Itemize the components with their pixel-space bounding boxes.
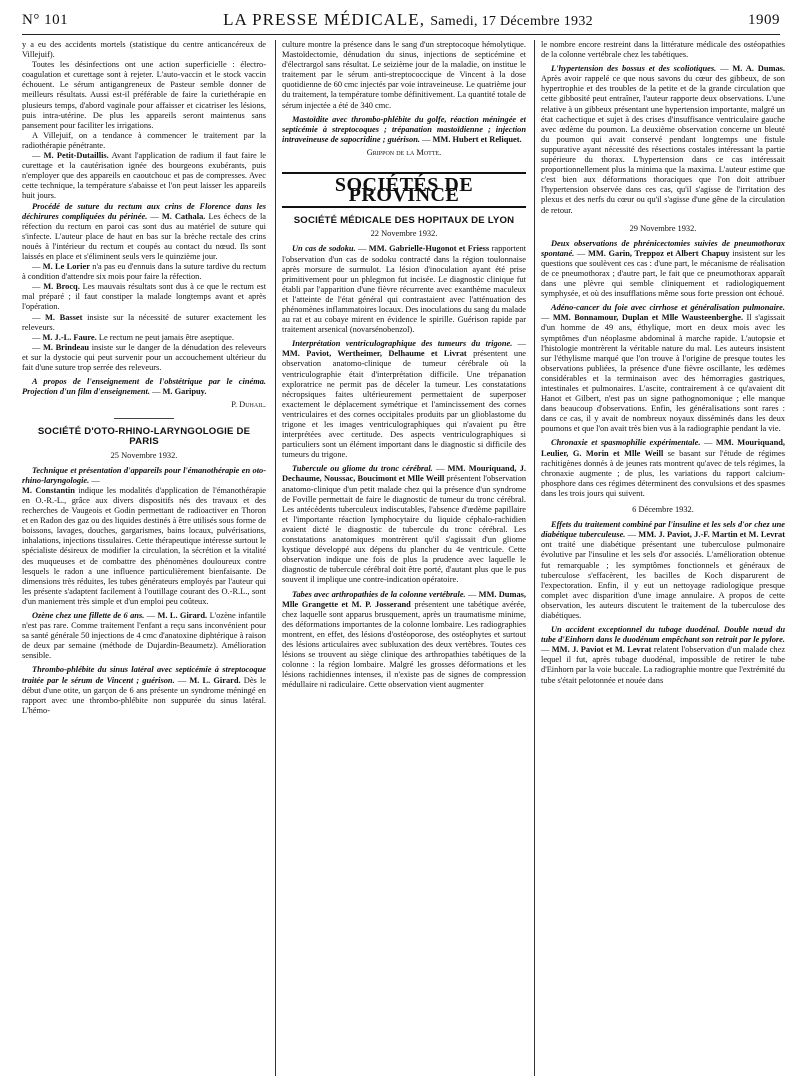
article-entry: Adéno-cancer du foie avec cirrhose et généralisation pulmonaire. — MM. Bonnamour, Duplan et Mlle Wausteenberghe. Il s'agissait d'un homme de 49 ans, éthylique, mort en deux mois avec les symptômes d'un néoplasme abdominal à marche rapide. L'autopsie et l'histologie montrèrent la véritable nature du mal. Les auteurs insistent sur l'éthylisme marqué que l'on trouve à l'origine de presque toutes les observations publiées, la présence d'une fièvre oscillante, les œdèmes considérables et la terminaison avec des hémorragies gastriques, intestinales et pulmonaires. L'ascite, contrairement à ce qu'avaient dit Hanot et Gilbert, n'est pas un signe pathognomonique ; elle manque dans beaucoup d'observations. Enfin, les généralisations sont rares : dans ce cas, il y avait de nombreux noyaux disséminés dans les deux poumons et que l'on avait très bien vus à la radiographie pendant la vie. [541,303,785,434]
article-entry: Interprétation ventriculographique des tumeurs du trigone. — MM. Paviot, Wertheimer, Delhaume et Livrat présentent une observation anatomo-clinique de tumeur cérébrale où la ventriculographie était d'interprétation difficile. Une trépanation exploratrice ne permit pas de déceler la tumeur. Les constatations nécropsiques faites ultérieurement permettaient de superposer exactement le déplacement symétrique et l'amincissement des cornes ventriculaires et des cornes occipitales produits par un glioblastome du trigone et les images ventriculographiques qui n'avaient pu être interprétées avec certitude. Des aspects ventriculographiques si particuliers sont un élément important dans le diagnostic si difficile des tumeurs du trigone. [282,339,526,460]
paragraph-text: rapportent l'observation d'un cas de sodoku contracté dans la région toulonnaise après morsure de surmulot. La lésion d'inoculation ayant été prise primitivement pour un phlegmon fut incisée. Le diagnostic clinique fut établi par l'apparition d'une fièvre récurrente avec exanthème maculeux et l'atteinte de l'état général qui contrastaient avec l'atténuation des phénomènes inflammatoires locaux. Des inoculations du sang du malade au rat et au cobaye mirent en évidence le spirille. Guérison rapide par traitement arsenical (novarsénobenzol). [282,244,526,335]
article-title: Mastoïdite avec thrombo-phlébite du golfe, réaction méningée et septicémie à streptocoques ; trépanation mastoïdienne ; injection intraveineuse de sapocridine ; guérison. [282,114,526,144]
paragraph-text: Après avoir rappelé ce que nous savons du cœur des gibbeux, de son hypertrophie et des troubles de la petite et de la grande circulation que cette gibbosité peut entraîner, l'auteur rapporte deux observations. L'une relative à un gibbeux présentant une hypertension importante, malgré un état cachectique et sujet à des crises d'insuffisance ventriculaire gauche avec œdème du poumon. La deuxième observation concerne un bleuté du poumon qui avait conservé pendant longtemps une fistule suppurative ayant nécessité des résections costales intéressant la partie supérieure du thorax. L'hypertension dans ce cas intéressait proportionnellement plus la minima que la maxima. L'auteur estime que c'est bien aux déformations thoraciques que l'on doit attribuer l'hypertension observée dans ces cas, qu'il s'agisse de l'irritation des plexus et des nerfs du cœur ou qu'il s'agisse d'une gêne de la circulation de retour. [541,74,785,215]
paragraph: culture montre la présence dans le sang d'un streptocoque hémolytique. Mastoïdectomie, dénudation du sinus, injections de septicémine et d'électrargol sans résultat. Le seizième jour de la maladie, on institue le traitement par le sérum anti-streptococcique de Vincent à la dose quotidienne de 60 cmc injectés par voie intraveineuse. Le quatrième jour du traitement, la température tombe définitivement. La quantité totale de sérum injectée a été de 340 cmc. [282,40,526,110]
journal-name: LA PRESSE MÉDICALE, [223,10,425,29]
paragraph-text: insistent sur les questions que soulèvent ces cas : d'une part, le mécanisme de réalisation de ce pneumothorax ; d'autre part, le fait que ce pneumothorax apparaît dans une plèvre qui semble cliniquement et radiologiquement symphysée, et où des insufflations même sous forte pression ont échoué. [541,248,785,299]
paragraph-text: Le rectum ne peut jamais être aseptique. [98,332,234,342]
paragraph-text: insiste sur la nécessité de suturer exactement les releveurs. [22,312,266,332]
discussion-item: — M. J.-L. Faure. Le rectum ne peut jamais être aseptique. [32,332,234,342]
discussion-item: — M. Brocq. Les mauvais résultats sont dus à ce que le rectum est mal préparé ; il faut constiper la malade longtemps avant et après l'opération. [22,282,266,312]
article-entry: Un accident exceptionnel du tubage duodénal. Double nœud du tube d'Einhorn dans le duodénum empêchant son retrait par le pylore. — MM. J. Paviot et M. Levrat relatent l'observation d'un malade chez lequel il fut, après tubage duodénal, impossible de retirer le tube d'Einhorn par la voie buccale. La radiographie montre que l'extrémité du tube s'était pelotonnée et nouée dans [541,625,785,685]
article-title: Tabes avec arthropathies de la colonne vertébrale. [292,589,466,599]
author-name: M. Constantin [22,485,75,495]
author-name: M. Petit-Dutaillis. [43,151,109,161]
article-title: Un cas de sodoku. [292,244,356,254]
article-entry: Un cas de sodoku. — MM. Gabrielle-Hugonot et Friess rapportent l'observation d'un cas de sodoku contracté dans la région toulonnaise après morsure de surmulot. La lésion d'inoculation ayant été prise primitivement pour un phlegmon fut incisée. Le diagnostic clinique fut établi par l'apparition d'une fièvre récurrente avec exanthème maculeux et l'atteinte de l'état général qui contrastaient avec l'atténuation des phénomènes inflammatoires locaux. Des inoculations du sang du malade au rat et au cobaye mirent en évidence le spirille. Guérison rapide par traitement arsenical (novarsénobenzol). [282,244,526,335]
page-number: 1909 [748,11,780,28]
paragraph-text: Il s'agissait d'un homme de 49 ans, éthylique, mort en deux mois avec les symptômes d'un néoplasme abdominal à marche rapide. L'autopsie et l'histologie montrèrent la véritable nature du mal. Les auteurs insistent sur l'éthylisme marqué que l'on trouve à l'origine de presque toutes les observations publiées, la présence d'une fièvre oscillante, les œdèmes considérables et la terminaison avec des hémorragies gastriques, intestinales et pulmonaires. L'ascite, contrairement à ce qu'avaient dit Hanot et Gilbert, n'est pas un signe pathognomonique ; elle manque dans beaucoup d'observations. Enfin, les généralisations sont rares : dans ce cas, il y avait de nombreux noyaux disséminés dans les deux poumons et que l'on avait très bien vus à la radiographie pendant la vie. [541,313,785,434]
author-name: MM. Dumas, Mlle Grangette et M. P. Josserand [282,589,526,609]
paragraph-text: relatent l'observation d'un malade chez lequel il fut, après tubage duodénal, impossible de retirer le tube d'Einhorn par la voie buccale. La radiographie montre que l'extrémité du tube s'était pelotonnée et nouée dans [541,645,785,685]
article-entry: L'hypertension des bossus et des scoliotiques. — M. A. Dumas. Après avoir rappelé ce que nous savons du cœur des gibbeux, de son hypertrophie et des troubles de la petite et de la grande circulation que cette gibbosité peut entraîner, l'auteur rapporte deux observations. L'une relative à un gibbeux présentant une hypertension importante, malgré un état cachectique et sujet à des crises d'insuffisance ventriculaire gauche avec œdème du poumon. La deuxième observation concerne un bleuté du poumon qui avait conservé pendant longtemps une fistule suppurative ayant nécessité des résections costales intéressant la partie supérieure du thorax. L'hypertension dans ce cas intéressait proportionnellement plus la minima que la maxima. L'auteur estime que c'est bien aux déformations thoraciques que l'on doit attribuer l'hypertension observée dans ces cas, qu'il s'agisse de l'irritation des plexus et des nerfs du cœur ou qu'il s'agisse d'une gêne de la circulation de retour. [541,64,785,215]
article-title: Procédé de suture du rectum aux crins de Florence dans les déchirures compliquées du périnée. [22,201,266,221]
article-entry: Tabes avec arthropathies de la colonne vertébrale. — MM. Dumas, Mlle Grangette et M. P. Josserand présentent une tabétique avérée, chez laquelle sont apparus brusquement, après un traumatisme minime, des déformations importantes de la colonne lombaire. Les radiographies montrent, en effet, des lésions d'ostéoporose, des ostéophytes et surtout des lésions articulaires avec subluxation des deux vertèbres. Toutes ces lésions se trouvent au siège clinique des arthropathies tabétiques de la colonne : la région lombaire. Malgré les grosses déformations et les lésions rachidiennes intenses, il n'existe pas de signes de compression médullaire ni radiculaire. Cette observation vient augmenter [282,589,526,690]
article-entry: Chronaxie et spasmophilie expérimentale. — MM. Mouriquand, Leulier, G. Morin et Mlle Weill se basant sur l'étude de régimes rachitigènes donnés à de jeunes rats montrent qu'avec de tels régimes, la chronaxie augmente ; de plus, les variations du rapport calcium-phosphore dans ces régimes déterminent des convulsions et des spasmes dans les trois jours qui suivent. [541,438,785,498]
column-divider [275,40,276,1076]
session-date: 6 Décembre 1932. [632,505,694,515]
author-name: MM. J. Paviot, J.-F. Martin et M. Levrat [638,530,785,540]
discussion-item: — M. Brindeau insiste sur le danger de la dénudation des releveurs et sur la dystocie qui peut survenir pour un accouchement ultérieur du fait d'une suture trop serrée des releveurs. [22,342,266,372]
author-name: MM. Mouriquand, Leulier, G. Morin et Mlle Weill [541,438,785,458]
article-title: Un accident exceptionnel du tubage duodénal. Double nœud du tube d'Einhorn dans le duodénum empêchant son retrait par le pylore. [541,625,785,645]
discussion-item: — M. Le Lorier n'a pas eu d'ennuis dans la suture tardive du rectum à condition d'attendre six mois pour faire la réfection. [22,262,266,282]
author-name: M. Brocq. [43,282,80,292]
paragraph-text: présentent une tabétique avérée, chez laquelle sont apparus brusquement, après un traumatisme minime, des déformations importantes de la colonne lombaire. Les radiographies montrent, en effet, des lésions d'ostéoporose, des ostéophytes et surtout des lésions articulaires avec subluxation des deux vertèbres. Toutes ces lésions se trouvent au siège clinique des arthropathies tabétiques de la colonne : la région lombaire. Malgré les grosses déformations et les lésions rachidiennes intenses, il n'existe pas de signes de compression médullaire ni radiculaire. Cette observation vient augmenter [282,599,526,690]
author-name: MM. Mouriquand, J. Dechaume, Noussac, Boucimont et Mlle Weill [282,464,526,484]
author-name: M. L. Girard. [157,610,208,620]
paragraph: le nombre encore restreint dans la littérature médicale des ostéopathies de la colonne vertébrale chez les tabétiques. [541,40,785,60]
author-name: M. J.-L. Faure. [42,332,97,342]
paragraph-text: présentent l'observation anatomo-clinique d'un petit malade chez qui la présence d'un syndrome de Foville permettait de faire le diagnostic de tumeur du tronc cérébral. Les antécédents tuberculeux indiscutables, l'absence d'œdème papillaire et l'importante réaction lymphocytaire du liquide céphalo-rachidien avaient dicté le diagnostic de tubercule du tronc cérébral. Les constatations anatomiques montrèrent qu'il s'agissait d'un gliome kystique développé aux dépens du plancher du 4e ventricule. Cette observation indique une fois de plus la prudence avec laquelle le diagnostic de tubercule cérébral doit être porté, d'autant plus que le pus souvent il implique une contre-indication opératoire. [282,474,526,585]
author-name: M. Brindeau [42,342,90,352]
paragraph-text: ont traité une diabétique présentant une tuberculose pulmonaire évolutive par l'insuline et les sels d'or associés. L'amélioration obtenue fut remarquable ; les symptômes fonctionnels et généraux de tuberculose s'effacèrent, les bacilles de Koch disparurent de l'expectoration. Enfin, il y eut un nettoyage radiologique presque complet avec disparition d'une image annulaire. A propos de cette observation, les auteurs discutent le traitement de la tuberculose des diabétiques. [541,540,785,620]
paragraph-text: Les mauvais résultats sont dus à ce que le rectum est mal préparé ; il faut constiper la malade longtemps avant et après l'opération. [22,282,266,312]
column-3 [541,40,785,1078]
article-title: Technique et présentation d'appareils pour l'émanothérapie en oto-rhino-laryngologie. [22,465,266,485]
paragraph: y a eu des accidents mortels (statistique du centre anticancéreux de Villejuif). [22,40,266,60]
article-title: Chronaxie et spasmophilie expérimentale. [551,438,701,448]
paragraph: A Villejuif, on a tendance à commencer le traitement par la radiothérapie pénétrante. [22,130,266,150]
article-entry: Mastoïdite avec thrombo-phlébite du golfe, réaction méningée et septicémie à streptocoques ; trépanation mastoïdienne ; injection intraveineuse de sapocridine ; guérison. — MM. Hubert et Reliquet. [282,114,526,144]
paragraph-text: indique les modalités d'application de l'émanothérapie en O.-R.-L., grâce aux divers dispositifs nés des travaux et des recherches de Vaugeois et Godin permettant de radioactiver en Thoron et en Radon des gaz ou des liquides destinés à être utilisés sous forme de boissons, lavages, douches, gargarismes, bains locaux, pulvérisations, inhalations, injections tissulaires. Cette thérapeutique intéresse surtout le spécialiste désireux de modifier la circulation, la sécrétion et la vitalité des muqueuses et de combattre des phénomènes douloureux contre lesquels le radon a une influence particulièrement bienfaisante. De dimensions très réduites, les tubes générateurs employés par l'auteur qui les présente s'adaptent facilement à l'outillage courant des O.-R.L., sont d'un maniement très simple et d'un emploi peu coûteux. [22,485,266,606]
article-entry: Tubercule ou gliome du tronc cérébral. — MM. Mouriquand, J. Dechaume, Noussac, Boucimont et Mlle Weill présentent l'observation anatomo-clinique d'un petit malade chez qui la présence d'un syndrome de Foville permettait de faire le diagnostic de tumeur du tronc cérébral. Les antécédents tuberculeux indiscutables, l'absence d'œdème papillaire et l'importante réaction lymphocytaire du liquide céphalo-rachidien avaient dicté le diagnostic de tubercule du tronc cérébral. Les constatations anatomiques montrèrent qu'il s'agissait d'un gliome kystique développé aux dépens du plancher du 4e ventricule. Cette observation indique une fois de plus la prudence avec laquelle le diagnostic de tubercule cérébral doit être porté, d'autant plus que le pus souvent il implique une contre-indication opératoire. [282,464,526,585]
article-title: Deux observations de phrénicectomies suivies de pneumothorax spontané. [541,238,785,258]
session-date: 25 Novembre 1932. [110,450,178,460]
author-name: M. Basset [45,312,83,322]
article-title: Adéno-cancer du foie avec cirrhose et généralisation pulmonaire. [551,303,785,313]
column-2 [282,40,526,1078]
author-name: M. Garipuy. [162,387,207,397]
paragraph: Toutes les désinfections ont une action superficielle : électro-coagulation et curettage sont à rejeter. L'auto-vaccin et le stock vaccin échouent. Le sérum antigangreneux de Pasteur semble donner de meilleurs résultats. Aussi est-il préférable de faire la curiethérapie en plusieurs temps, d'abord vaginale pour affaisser et cicatriser les lésions, puis intra-utérine. De plus les appareils seront maintenus sans pansement pour faciliter les irrigations. [22,60,266,130]
paragraph-text: se basant sur l'étude de régimes rachitigènes donnés à de jeunes rats montrent qu'avec de tels régimes, la chronaxie augmente ; de plus, les variations du rapport calcium-phosphore dans ces régimes déterminent des convulsions et des spasmes dans les trois jours qui suivent. [541,448,785,498]
page-header [22,8,780,32]
author-name: MM. Bonnamour, Duplan et Mlle Wausteenberghe. [552,313,744,323]
section-title: SOCIÉTÉS DE PROVINCE [282,172,526,208]
article-entry: Procédé de suture du rectum aux crins de Florence dans les déchirures compliquées du périnée. — M. Cathala. Les échecs de la réfection du rectum en paroi cas sont dus au matériel de suture qui s'infecte. L'auteur place de haut en bas sur la brèche rectale des crins noués à l'intérieur du rectum et coupés au contact du nœud. Ils sont laissés en place et s'éliminent seuls vers le quinzième jour. [22,201,266,261]
paragraph-text: Dès le début d'une otite, un garçon de 6 ans présente un syndrome méningé en rapport avec une thrombo-phlébite non suppurée du sinus latéral. L'hémo- [22,675,266,715]
author-name: M. Le Lorier [42,262,90,272]
article-entry: Effets du traitement combiné par l'insuline et les sels d'or chez une diabétique tuberculeuse. — MM. J. Paviot, J.-F. Martin et M. Levrat ont traité une diabétique présentant une tuberculose pulmonaire évolutive par l'insuline et les sels d'or associés. L'amélioration obtenue fut remarquable ; les symptômes fonctionnels et généraux de tuberculose s'effacèrent, les bacilles de Koch disparurent de l'expectoration. Enfin, il y eut un nettoyage radiologique presque complet avec disparition d'une image annulaire. A propos de cette observation, les auteurs discutent le traitement de la tuberculose des diabétiques. [541,520,785,620]
author-name: M. Cathala. [161,211,206,221]
society-heading: SOCIÉTÉ MÉDICALE DES HOPITAUX DE LYON [293,215,515,227]
journal-title [223,10,593,30]
article-title: Effets du traitement combiné par l'insuline et les sels d'or chez une diabétique tuberculeuse. [541,520,785,540]
paragraph-text: Les échecs de la réfection du rectum en paroi cas sont dus au matériel de suture qui s'infecte. L'auteur place de haut en bas sur la brèche rectale des crins noués à l'intérieur du rectum et coupés au contact du nœud. Ils sont laissés en place et s'éliminent seuls vers le quinzième jour. [22,211,266,261]
column-divider [534,40,535,1076]
author-name: MM. Hubert et Reliquet. [432,134,522,144]
column-1 [22,40,266,1078]
author-name: M. L. Girard. [189,675,241,685]
article-title: A propos de l'enseignement de l'obstétrique par le cinéma. Projection d'un film d'enseignement. [22,377,266,397]
author-name: MM. Gabrielle-Hugonot et Friess [368,244,490,254]
paragraph-text: n'a pas eu d'ennuis dans la suture tardive du rectum à condition d'attendre six mois pour faire la réfection. [22,262,266,282]
paragraph: — M. Petit-Dutaillis. Avant l'application de radium il faut faire le curettage et la cautérisation ignée des bourgeons exubérants, puis n'employer que des appareils en caoutchouc et pas de compresses. Avec cette technique, la température s'abaisse et l'on peut laisser les appareils huit jours. [22,151,266,201]
author-name: MM. J. Paviot et M. Levrat [551,645,652,655]
paragraph-text: insiste sur le danger de la dénudation des releveurs et sur la dystocie qui peut survenir pour un accouchement ultérieur du fait d'une suture trop serrée des releveurs. [22,342,266,372]
article-entry: A propos de l'enseignement de l'obstétrique par le cinéma. Projection d'un film d'enseignement. — M. Garipuy. [22,377,266,397]
article-entry: Technique et présentation d'appareils pour l'émanothérapie en oto-rhino-laryngologie. — M. Constantin indique les modalités d'application de l'émanothérapie en O.-R.-L., grâce aux divers dispositifs nés des travaux et des recherches de Vaugeois et Godin permettant de radioactiver en Thoron et en Radon des gaz ou des liquides destinés à être utilisés sous forme de boissons, lavages, douches, gargarismes, bains locaux, pulvérisations, inhalations, injections tissulaires. Cette thérapeutique intéresse surtout le spécialiste désireux de modifier la circulation, la sécrétion et la vitalité des muqueuses et de combattre des phénomènes douloureux contre lesquels le radon a une influence particulièrement bienfaisante. De dimensions très réduites, les tubes générateurs employés par l'auteur qui les présente s'adaptent facilement à l'outillage courant des O.-R.L., sont d'un maniement très simple et d'un emploi peu coûteux. [22,465,266,606]
issue-number: N° 101 [22,11,69,28]
author-name: MM. Paviot, Wertheimer, Delhaume et Livrat [282,349,467,359]
paragraph-text: Avant l'application de radium il faut faire le curettage et la cautérisation ignée des bourgeons exubérants, puis n'employer que des appareils en caoutchouc et pas de compresses. Avec cette technique, la température s'abaisse et l'on peut laisser les appareils huit jours. [22,151,266,201]
session-date: 29 Novembre 1932. [629,223,697,233]
article-entry: Deux observations de phrénicectomies suivies de pneumothorax spontané. — MM. Garin, Treppoz et Albert Chapuy insistent sur les questions que soulèvent ces cas : d'une part, le mécanisme de réalisation de ce pneumothorax ; d'autre part, le fait que ce pneumothorax apparaît dans une plèvre qui semble cliniquement et radiologiquement symphysée, et où des insufflations même sous forte pression ont échoué. [541,238,785,299]
society-heading: SOCIÉTÉ D'OTO-RHINO-LARYNGOLOGIE DE PARIS [37,426,251,448]
article-title: Thrombo-phlébite du sinus latéral avec septicémie à streptocoque traitée par le sérum de Vincent ; guérison. [22,665,266,685]
issue-date: Samedi, 17 Décembre 1932 [430,14,593,29]
header-rule [22,34,780,35]
article-entry: Thrombo-phlébite du sinus latéral avec septicémie à streptocoque traitée par le sérum de Vincent ; guérison. — M. L. Girard. Dès le début d'une otite, un garçon de 6 ans présente un syndrome méningé en rapport avec une thrombo-phlébite non suppurée du sinus latéral. L'hémo- [22,665,266,715]
author-name: M. A. Dumas. [732,64,785,74]
article-entry: Ozène chez une fillette de 6 ans. — M. L. Girard. L'ozène infantile n'est pas rare. Comme traitement l'enfant a reçu sans inconvénient pour sa santé générale 50 injections de 4 cmc d'anatoxine diphtérique à raison de deux par semaine (méthode de Dujardin-Beaumetz). Amélioration sensible. [22,610,266,661]
paragraph-text: L'ozène infantile n'est pas rare. Comme traitement l'enfant a reçu sans inconvénient pour sa santé générale 50 injections de 4 cmc d'anatoxine diphtérique à raison de deux par semaine (méthode de Dujardin-Beaumetz). Amélioration sensible. [22,610,266,661]
discussion-item: — M. Basset insiste sur la nécessité de suturer exactement les releveurs. [22,312,266,332]
signature: P. Duhail. [231,400,266,410]
session-date: 22 Novembre 1932. [370,229,438,239]
signature: Grippon de la Motte. [366,147,442,157]
author-name: MM. Garin, Treppoz et Albert Chapuy [587,248,730,258]
article-title: L'hypertension des bossus et des scoliotiques. [551,64,717,74]
paragraph-text: présentent une observation anatomo-clinique de tumeur cérébrale où la ventriculographie était d'interprétation difficile. Une trépanation exploratrice ne permit pas de déceler la tumeur. Les constatations nécropsiques faites ultérieurement permettaient de superposer exactement le déplacement symétrique et l'amincissement des cornes ventriculaires et des cornes occipitales produits par un glioblastome du trigone et les images ventriculographiques qui n'avaient pu être interprétées avec certitude. Des aspects ventriculographiques si particuliers sont un élément important dans le diagnostic si difficile des tumeurs du trigone. [282,349,526,460]
article-title: Ozène chez une fillette de 6 ans. [32,610,145,620]
article-title: Tubercule ou gliome du tronc cérébral. [292,464,433,474]
article-title: Interprétation ventriculographique des tumeurs du trigone. [292,339,513,349]
separator [114,418,174,419]
